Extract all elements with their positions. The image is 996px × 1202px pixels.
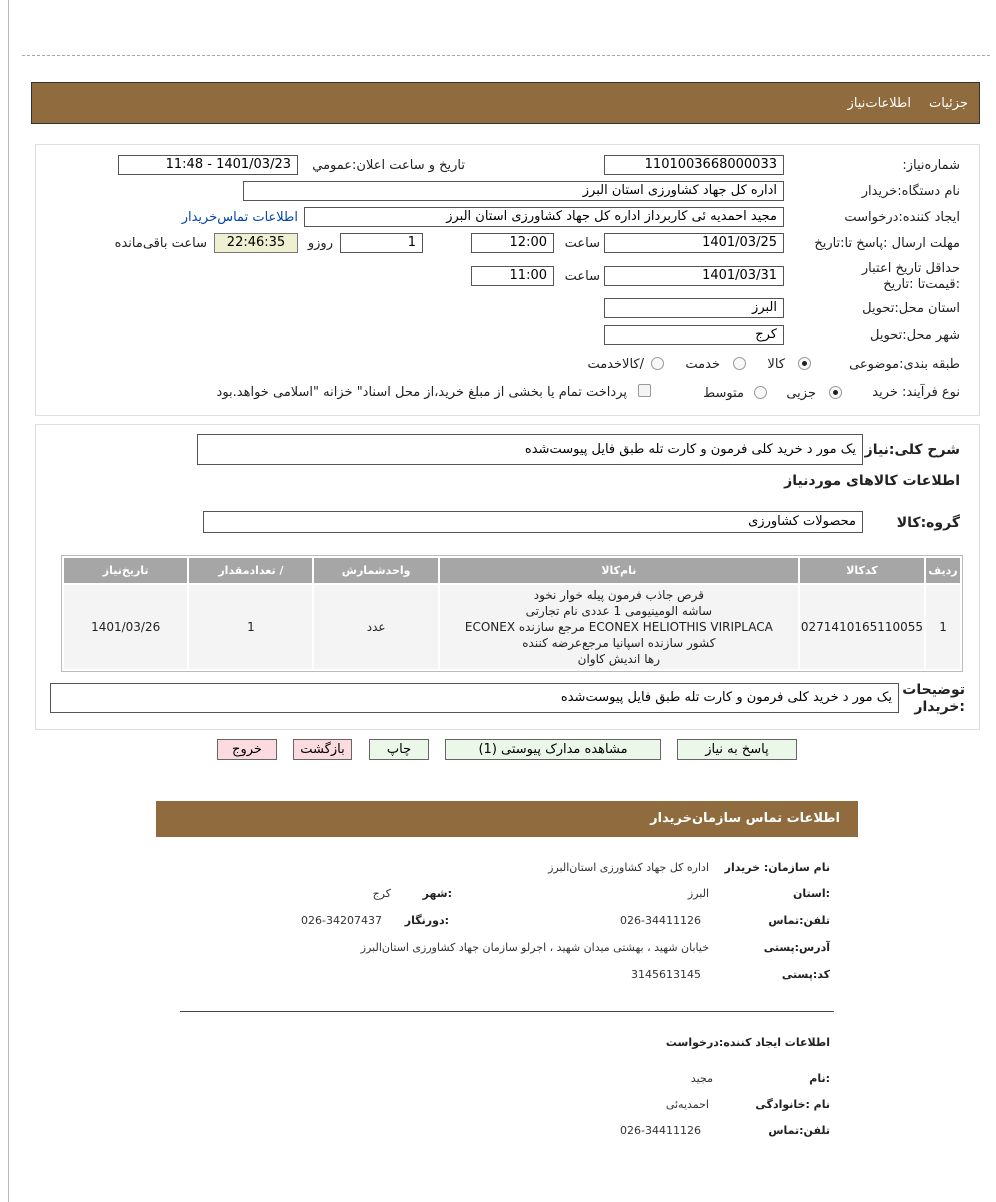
cell-row-number: 1 [926,585,960,669]
category-goods-label: کالا [767,357,785,372]
cell-goods-code: 0271410165110055 [800,585,924,669]
creator-phone-value: 026-34411126 [620,1124,701,1137]
process-medium-label: متوسط [703,386,744,401]
category-goods-radio[interactable] [798,357,811,370]
remaining-label: ساعت باقی‌مانده [114,236,207,251]
goods-group-field: محصولات کشاورزی [203,511,863,533]
goods-name-line: رها اندیش کاوان [577,652,660,666]
buyer-org-field: اداره کل جهاد کشاورزی استان البرز [243,181,784,201]
family-name-value: احمدیه‌ئی [665,1098,709,1111]
city-field: کرج [604,325,784,345]
process-type-label: نوع فرآیند: خرید [872,385,960,400]
deadline-label: مهلت ارسال :پاسخ تا:تاریخ [814,236,960,251]
col-quantity: / تعدادمقدار [189,558,312,583]
days-field: 1 [340,233,423,253]
cell-quantity: 1 [189,585,312,669]
goods-table-header [64,558,960,583]
creator-field: مجید احمدیه ئی کاربرداز اداره کل جهاد کشاورزی استان البرز [304,207,784,227]
creator-phone-label: تلفن:تماس [768,1124,830,1137]
goods-name-line: کشور سازنده اسپانیا مرجع‌عرضه کننده [522,636,716,650]
deadline-time-field: 12:00 [471,233,554,253]
tab-need-info[interactable]: اطلاعات‌نیاز [847,96,911,111]
buyer-org-label: نام دستگاه:خريدار [861,184,960,199]
goods-name-line: قرص جاذب فرمون پیله خوار نخود [533,588,704,602]
col-unit: واحدشمارش [314,558,437,583]
category-both-radio[interactable] [651,357,664,370]
validity-date-field: 1401/03/31 [604,266,784,286]
postal-code-value: 3145613145 [631,968,701,981]
validity-time-field: 11:00 [471,266,554,286]
province-label: استان محل:تحویل [862,301,960,316]
buyer-notes-label: توضیحات :خریدار [902,682,965,715]
cell-unit: عدد [314,585,437,669]
fax-label: :دورنگار [404,914,449,927]
back-button[interactable]: بازگشت [293,739,352,760]
need-number-label: شماره‌نیاز: [902,158,960,173]
cell-goods-name [440,585,798,669]
deadline-time-label: ساعت [564,236,600,251]
treasury-payment-note: پرداخت تمام یا بخشی از مبلغ خرید،از محل اسناد" خزانه "اسلامی خواهد.بود [216,385,627,400]
contact-city-label: :شهر [422,887,452,900]
goods-table [61,555,963,672]
cell-need-date: 1401/03/26 [64,585,187,669]
view-attachments-button[interactable]: مشاهده مدارک پیوستی (1) [445,739,661,760]
address-label: آدرس:پستی [763,941,830,954]
fax-value: 026-34207437 [301,914,382,927]
announce-date-label: تاریخ و ساعت اعلان:عمومي [312,158,465,173]
details-header-bar [31,82,980,124]
category-both-label: /کالاخدمت [587,357,644,372]
first-name-label: :نام [809,1072,830,1085]
contact-title: اطلاعات تماس سازمان‌خریدار [650,811,840,826]
creator-info-title: اطلاعات ایجاد کننده:درخواست [665,1036,830,1049]
category-service-label: خدمت [685,357,720,372]
validity-label: حداقل تاریخ اعتبار :قیمت‌تا :تاریخ [861,261,960,292]
contact-province-label: :استان [793,887,830,900]
creator-label: ایجاد کننده:درخواست [844,210,960,225]
goods-info-title: اطلاعات کالاهای موردنیاز [784,473,960,489]
need-description-label: شرح کلی:نیاز [864,442,960,458]
respond-button[interactable]: پاسخ به نیاز [677,739,797,760]
goods-name-line: ساشه الومینیومی 1 عددی نام تجارتی [525,604,713,618]
phone-label: تلفن:تماس [768,914,830,927]
postal-code-label: کد:پستی [781,968,830,981]
top-dashed-divider [22,55,990,56]
phone-value: 026-34411126 [620,914,701,927]
treasury-payment-checkbox[interactable] [638,384,651,397]
exit-button[interactable]: خروج [217,739,277,760]
buyer-notes-field: یک مور د خرید کلی فرمون و کارت تله طبق فایل پیوست‌شده [50,683,899,713]
goods-group-label: گروه:کالا [896,515,960,531]
process-partial-radio[interactable] [829,386,842,399]
contact-city-value: کرج [372,887,391,900]
validity-time-label: ساعت [564,269,600,284]
col-goods-name: نام‌کالا [440,558,798,583]
category-label: طبقه بندی:موضوعی [849,357,960,372]
category-service-radio[interactable] [733,357,746,370]
org-name-value: اداره کل جهاد کشاورزی استان‌البرز [548,861,709,874]
family-name-label: نام :خانوادگی [755,1098,830,1111]
process-medium-radio[interactable] [754,386,767,399]
contact-province-value: البرز [687,887,709,900]
print-button[interactable]: چاپ [369,739,429,760]
left-border-line [8,0,9,1202]
table-row [64,585,960,669]
col-goods-code: کدکالا [800,558,924,583]
contact-header-bar [156,801,858,837]
announce-date-field: 1401/03/23 - 11:48 [118,155,298,175]
tab-details[interactable]: جزئیات [929,96,968,111]
address-value: خیابان شهید ، بهشتی میدان شهید ، اجرلو سازمان جهاد کشاورزی استان‌البرز [360,941,709,954]
province-field: البرز [604,298,784,318]
goods-name-line: ECONEX HELIOTHIS VIRIPLACA مرجع سازنده ECONEX [464,620,773,634]
deadline-date-field: 1401/03/25 [604,233,784,253]
buyer-contact-link[interactable]: اطلاعات تماس‌خریدار [181,210,298,225]
need-number-field: 1101003668000033 [604,155,784,175]
contact-divider [180,1011,834,1012]
days-label: روزو [307,236,333,251]
process-partial-label: جزیی [786,386,816,401]
first-name-value: مجید [690,1072,713,1085]
city-label: شهر محل:تحویل [870,328,960,343]
need-description-field: یک مور د خرید کلی فرمون و کارت تله طبق فایل پیوست‌شده [197,434,863,465]
remaining-timer: 22:46:35 [214,233,298,253]
org-name-label: نام سازمان: خریدار [724,861,830,874]
col-need-date: تاریخ‌نیاز [64,558,187,583]
col-row-number: ردیف [926,558,960,583]
